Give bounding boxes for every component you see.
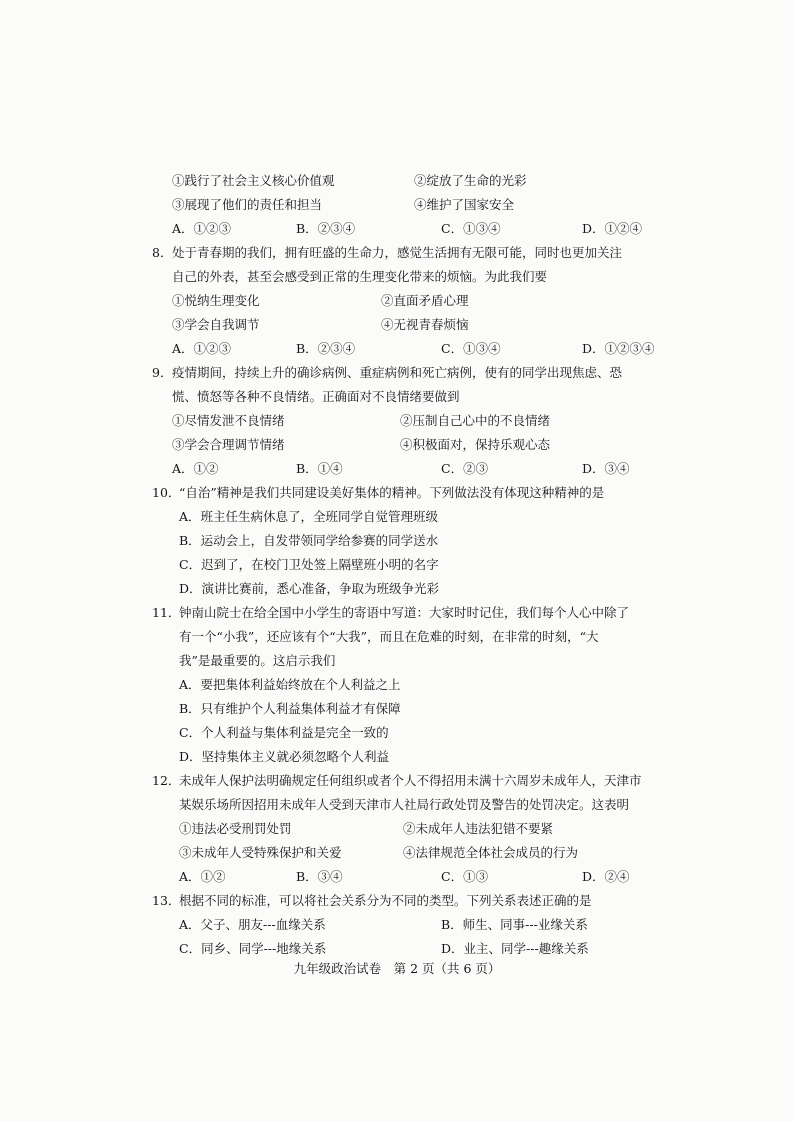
q12-item-4: ④法律规范全体社会成员的行为 [403, 845, 579, 860]
q9-item-4: ④积极面对，保持乐观心态 [400, 437, 551, 452]
q12-choice-c: C．①③ [441, 869, 489, 884]
q9-choice-d: D．③④ [582, 461, 630, 476]
q12-item-3: ③未成年人受特殊保护和关爱 [179, 845, 342, 860]
q8-choice-b: B．②③④ [296, 341, 356, 356]
q11-stem-line-3: 我”是最重要的。这启示我们 [179, 653, 336, 668]
q7-choice-c: C．①③④ [441, 221, 501, 236]
q13-option-c: C．同乡、同学---地缘关系 [179, 941, 327, 956]
q10-option-c: C．迟到了，在校门卫处签上隔壁班小明的名字 [179, 557, 439, 572]
q12-stem-line-1: 未成年人保护法明确规定任何组织或者个人不得招用未满十六周岁未成年人，天津市 [179, 773, 642, 788]
q12-number: 12． [152, 773, 181, 788]
q9-number: 9． [152, 365, 173, 380]
q11-option-b: B．只有维护个人利益集体利益才有保障 [179, 701, 401, 716]
q12-item-2: ②未成年人违法犯错不要紧 [403, 821, 554, 836]
q11-option-a: A．要把集体利益始终放在个人利益之上 [179, 677, 401, 692]
q8-item-3: ③学会自我调节 [172, 317, 260, 332]
q10-number: 10． [152, 485, 181, 500]
q13-number: 13． [152, 893, 181, 908]
q11-option-c: C．个人利益与集体利益是完全一致的 [179, 725, 389, 740]
q10-option-d: D．演讲比赛前，悉心准备，争取为班级争光彩 [179, 581, 440, 596]
q9-choice-a: A．①② [172, 461, 219, 476]
q11-number: 11． [152, 605, 181, 620]
q9-choice-b: B．①④ [296, 461, 343, 476]
q8-item-2: ②直面矛盾心理 [381, 293, 469, 308]
q12-item-1: ①违法必受刑罚处罚 [179, 821, 292, 836]
q13-option-d: D．业主、同学---趣缘关系 [441, 941, 589, 956]
q12-choice-d: D．②④ [582, 869, 630, 884]
q10-option-a: A．班主任生病休息了，全班同学自觉管理班级 [179, 509, 439, 524]
q12-choice-b: B．③④ [296, 869, 343, 884]
q11-stem-line-1: 钟南山院士在给全国中小学生的寄语中写道：大家时时记住，我们每个人心中除了 [179, 605, 630, 620]
q8-item-4: ④无视青春烦恼 [381, 317, 469, 332]
q9-stem-line-2: 慌、愤怒等各种不良情绪。正确面对不良情绪要做到 [172, 389, 460, 404]
q10-option-b: B．运动会上，自发带领同学给参赛的同学送水 [179, 533, 439, 548]
q9-choice-c: C．②③ [441, 461, 489, 476]
q13-option-b: B．师生、同事---业缘关系 [441, 917, 588, 932]
q7-choice-d: D．①②④ [582, 221, 643, 236]
q13-option-a: A．父子、朋友---血缘关系 [179, 917, 326, 932]
q11-stem-line-2: 有一个“小我”，还应该有个“大我”，而且在危难的时刻，在非常的时刻，“大 [179, 629, 599, 644]
q9-item-1: ①尽情发泄不良情绪 [172, 413, 285, 428]
q8-choice-c: C．①③④ [441, 341, 501, 356]
q7-choice-a: A．①②③ [172, 221, 232, 236]
q11-option-d: D．坚持集体主义就必须忽略个人利益 [179, 749, 390, 764]
q13-stem-line-1: 根据不同的标准，可以将社会关系分为不同的类型。下列关系表述正确的是 [179, 893, 592, 908]
q8-item-1: ①悦纳生理变化 [172, 293, 260, 308]
q8-choice-a: A．①②③ [172, 341, 232, 356]
page-footer: 九年级政治试卷 第 2 页（共 6 页） [293, 961, 501, 976]
q7-item-4: ④维护了国家安全 [414, 197, 515, 212]
q9-item-2: ②压制自己心中的不良情绪 [400, 413, 551, 428]
q8-number: 8． [152, 245, 173, 260]
q7-item-1: ①践行了社会主义核心价值观 [172, 173, 335, 188]
q10-stem-line-1: “自治”精神是我们共同建设美好集体的精神。下列做法没有体现这种精神的是 [179, 485, 605, 500]
q7-item-2: ②绽放了生命的光彩 [414, 173, 527, 188]
q9-stem-line-1: 疫情期间，持续上升的确诊病例、重症病例和死亡病例，使有的同学出现焦虑、恐 [172, 365, 623, 380]
q7-choice-b: B．②③④ [296, 221, 356, 236]
q12-stem-line-2: 某娱乐场所因招用未成年人受到天津市人社局行政处罚及警告的处罚决定。这表明 [179, 797, 630, 812]
q8-stem-line-1: 处于青春期的我们，拥有旺盛的生命力，感觉生活拥有无限可能，同时也更加关注 [172, 245, 623, 260]
q8-stem-line-2: 自己的外表，甚至会感受到正常的生理变化带来的烦恼。为此我们要 [172, 269, 548, 284]
q9-item-3: ③学会合理调节情绪 [172, 437, 285, 452]
q12-choice-a: A．①② [179, 869, 226, 884]
q8-choice-d: D．①②③④ [582, 341, 655, 356]
q7-item-3: ③展现了他们的责任和担当 [172, 197, 323, 212]
